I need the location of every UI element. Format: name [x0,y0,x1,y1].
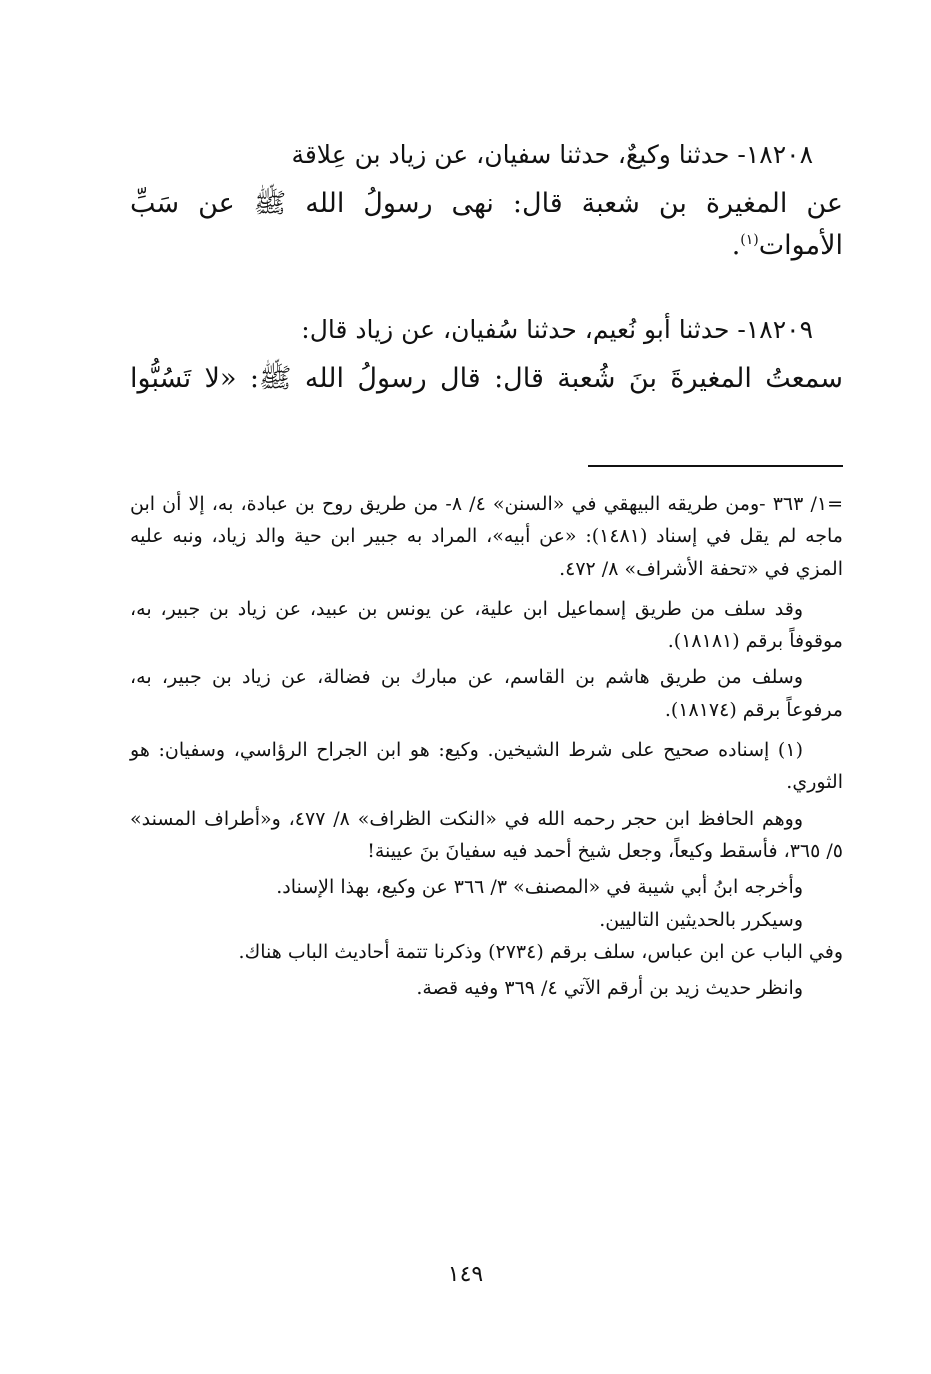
hadith-18209-line-2: سمعتُ المغيرةَ بنَ شُعبة قال: قال رسولُ الله ﷺ: «لا تَسُبُّوا [130,362,843,394]
footnote-paragraph: وفي الباب عن ابن عباس، سلف برقم (٢٧٣٤) وذكرنا تتمة أحاديث الباب هناك. [238,940,843,963]
hadith-18208-line-2: عن المغيرة بن شعبة قال: نهى رسولُ الله ﷺ عن سَبِّ [130,187,843,219]
footnote-marker: (١) [740,232,759,249]
footnote-separator [588,465,843,467]
hadith-18208-line-3 [130,228,843,264]
hadith-18209 [130,313,843,397]
footnotes [130,488,843,1004]
footnote-paragraph: وقد سلف من طريق إسماعيل ابن علية، عن يونس بن عبيد، عن زياد بن جبير، به، موقوفاً برقم (١٨١٨١). [130,597,843,653]
hadith-18208-line-3-end: . [731,230,741,262]
footnote-paragraph: وسيكرر بالحديثين التاليين. [599,908,803,931]
footnote-paragraph: وأخرجه ابنُ أبي شيبة في «المصنف» ٣/ ٣٦٦ عن وكيع، بهذا الإسناد. [276,876,803,899]
footnote-paragraph: ووهم الحافظ ابن حجر رحمه الله في «النكت الظراف» ٨/ ٤٧٧، و«أطراف المسند» ٥/ ٣٦٥، فأسقط وكيعاً، وجعل شيخ أحمد فيه سفيانَ بنَ عيينة! [130,807,843,862]
footnote-paragraph: وانظر حديث زيد بن أرقم الآتي ٤/ ٣٦٩ وفيه قصة. [416,977,803,1000]
hadith-18208-line-3-text: الأموات [758,230,843,262]
page-number: ١٤٩ [447,1262,484,1287]
hadith-18208-line-1: ١٨٢٠٨- حدثنا وكيعٌ، حدثنا سفيان، عن زياد بن عِلاقة [291,140,813,169]
hadith-18208 [130,138,843,265]
footnote-paragraph: وسلف من طريق هاشم بن القاسم، عن مبارك بن فضالة، عن زياد بن جبير، به، مرفوعاً برقم (١٨١٧٤). [130,666,843,721]
hadith-18209-line-1: ١٨٢٠٩- حدثنا أبو نُعيم، حدثنا سُفيان، عن زياد قال: [301,315,813,344]
footnote-continuation: =١/ ٣٦٣ -ومن طريقه البيهقي في «السنن» ٤/ ٨- من طريق روح بن عبادة، به، إلا أن ابن ماجه لم يقل في إسناد (١٤٨١): «عن أبيه»، المراد به جبير ابن حية والد زياد، ونبه عليه المزي في «تحفة الأشراف» ٨/ ٤٧٢. [130,493,843,580]
footnote-1: (١) إسناده صحيح على شرط الشيخين. وكيع: هو ابن الجراح الرؤاسي، وسفيان: هو الثوري. [130,739,843,794]
